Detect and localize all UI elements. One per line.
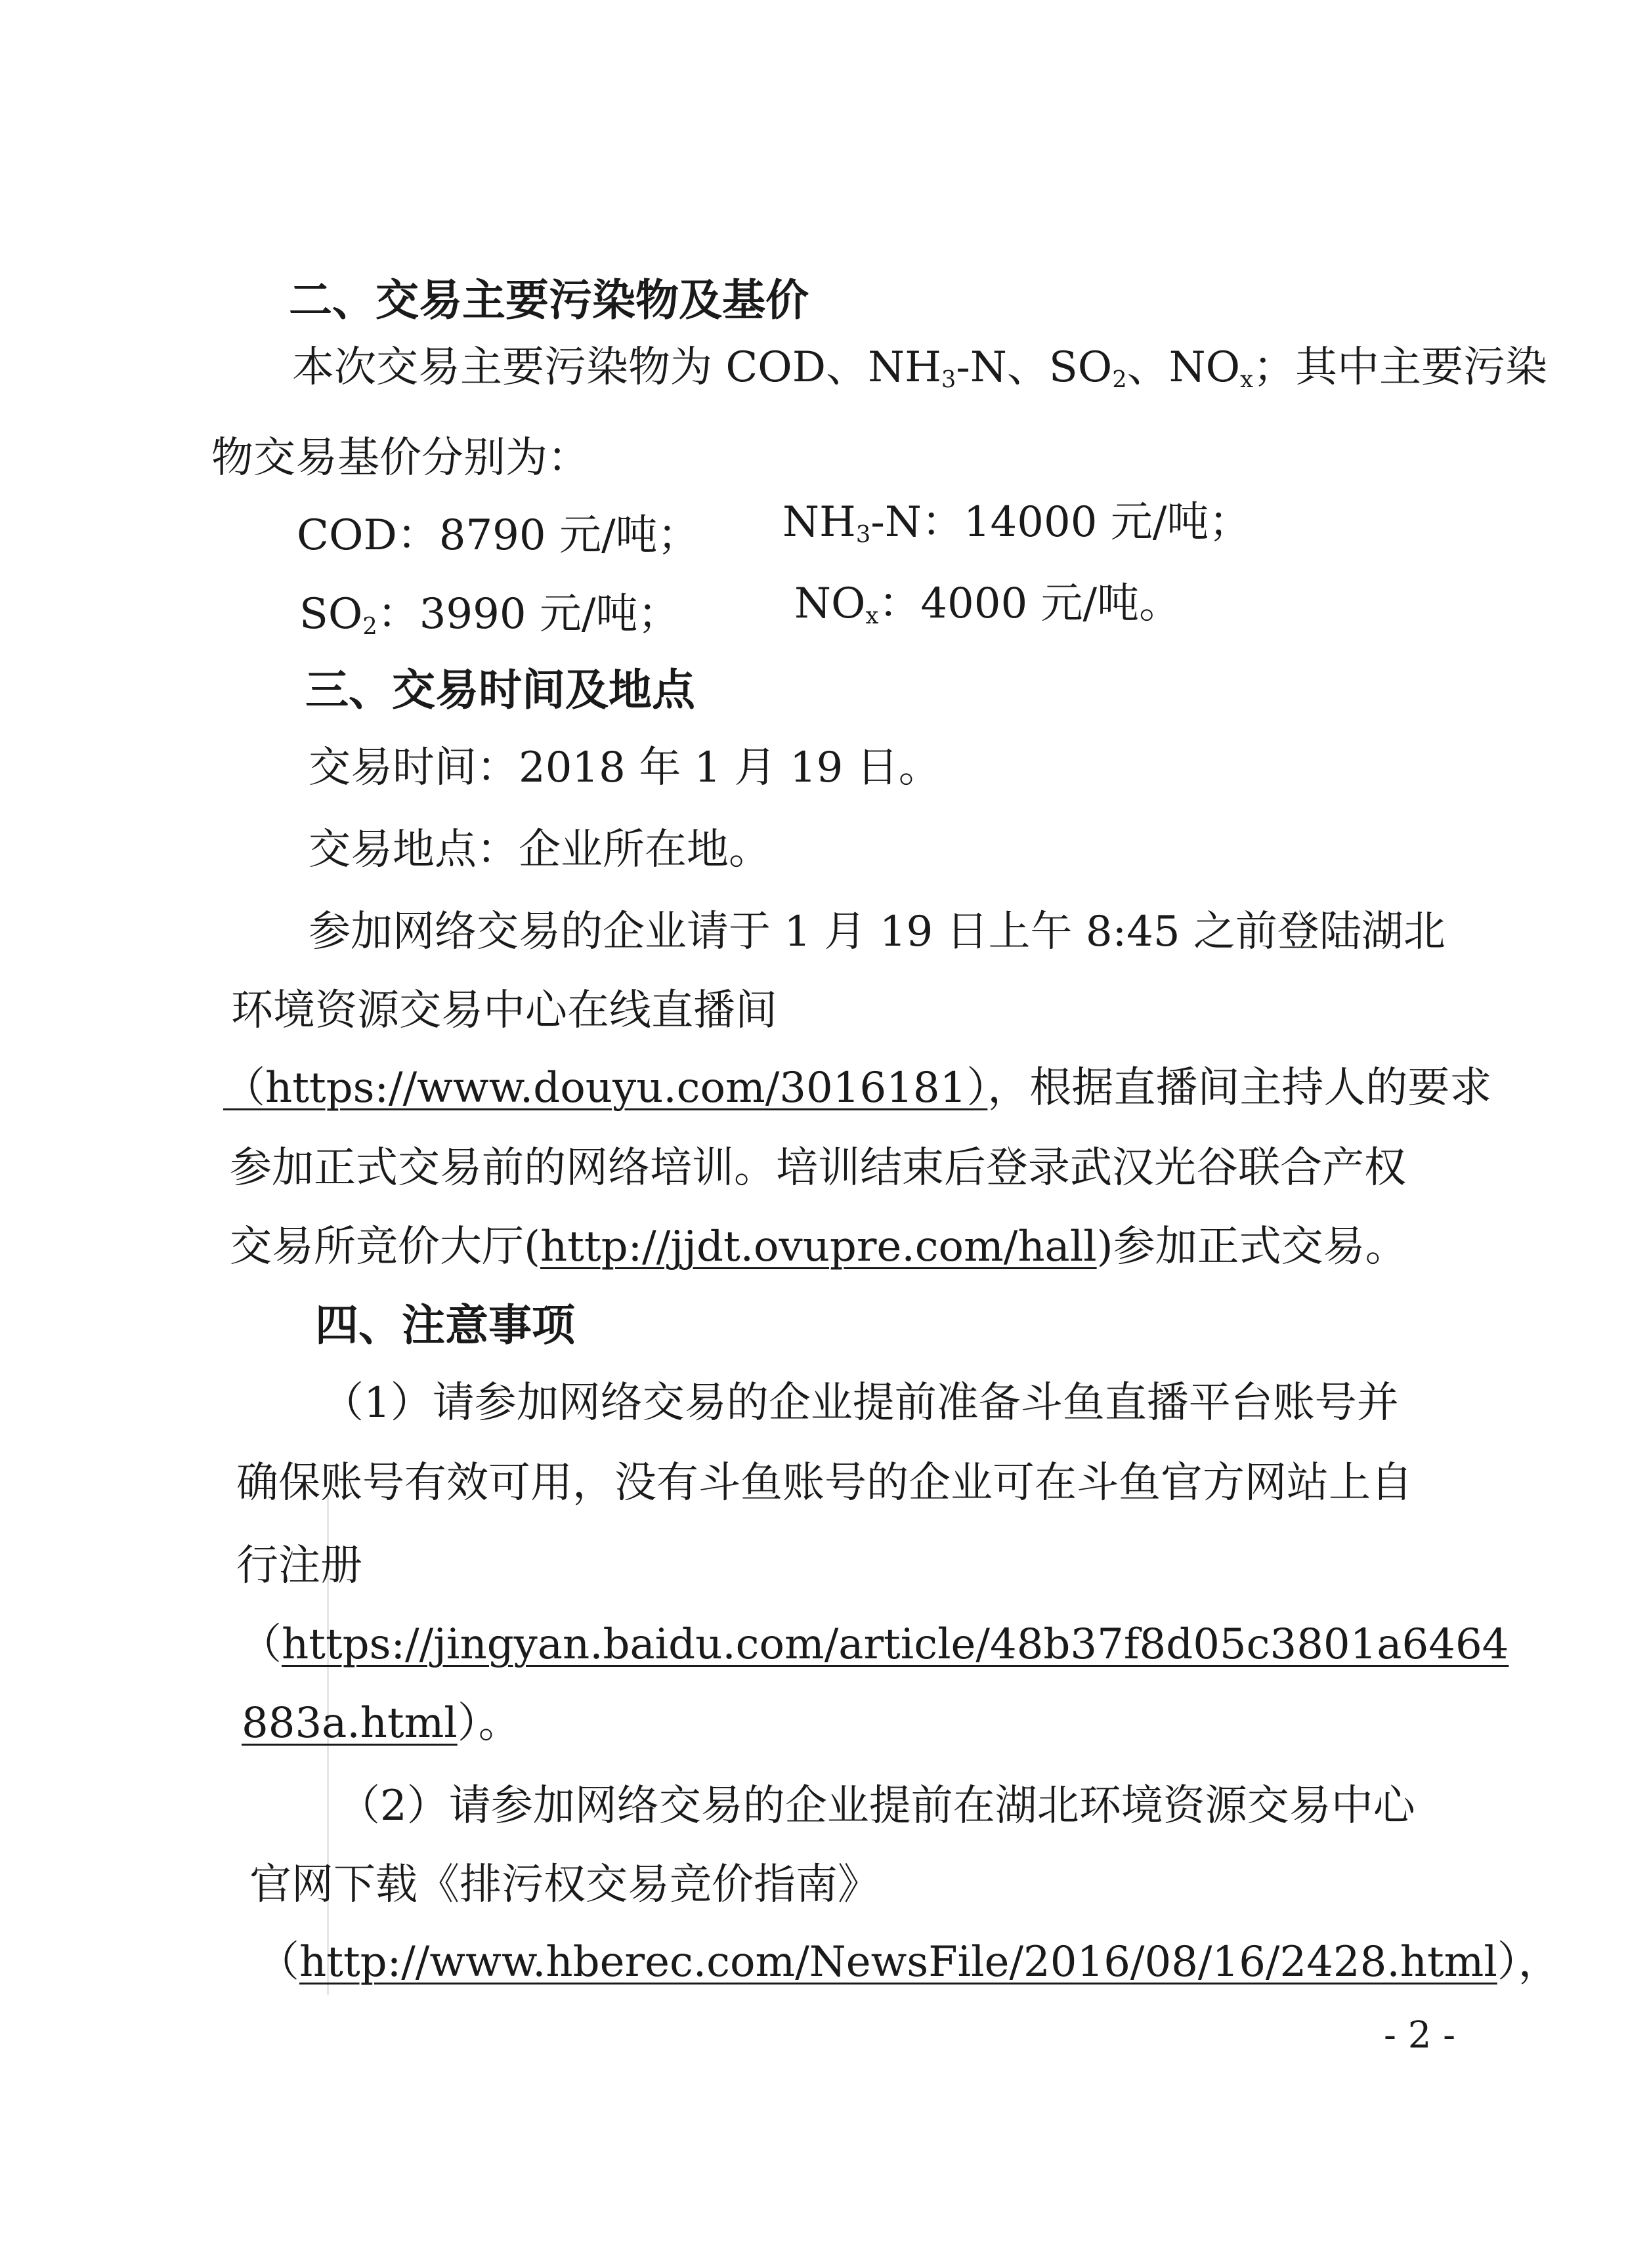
trade-time: 交易时间：2018 年 1 月 19 日。 [309,744,941,792]
price-nh3n: $NH_3-N$：14000 元/吨； [782,498,1251,548]
section3-heading: 三、交易时间及地点 [305,665,695,715]
section3-para-line5: 交易所竞价大厅(http://jjdt.ovupre.com/hall)参加正式交易。 [230,1223,1407,1271]
douyu-link[interactable]: （https://www.douyu.com/3016181） [223,1064,988,1112]
trade-place: 交易地点：企业所在地。 [309,826,771,874]
price-nox: $NO_x$：4000 元/吨。 [794,579,1182,629]
item2-line2: 官网下载《排污权交易竞价指南》 [249,1860,880,1909]
price-so2: $SO_2$：3990 元/吨； [299,590,680,640]
item1-line2: 确保账号有效可用，没有斗鱼账号的企业可在斗鱼官方网站上自 [236,1459,1413,1507]
section3-para-line2: 环境资源交易中心在线直播间 [231,986,777,1035]
item2-line1: （2）请参加网络交易的企业提前在湖北环境资源交易中心 [338,1782,1415,1830]
item1-line1: （1）请参加网络交易的企业提前准备斗鱼直播平台账号并 [322,1379,1399,1427]
section2-intro-line2: 物交易基价分别为： [211,434,589,482]
price-cod: COD：8790 元/吨； [297,511,700,560]
baidu-article-link[interactable]: https://jingyan.baidu.com/article/48b37f8d05c3801a6464 [282,1620,1509,1669]
section3-para-line3: （https://www.douyu.com/3016181），根据直播间主持人的要求 [223,1064,1492,1112]
section3-para-line4: 参加正式交易前的网络培训。培训结束后登录武汉光谷联合产权 [230,1144,1406,1192]
baidu-article-link-cont[interactable]: 883a.html [242,1699,458,1748]
page-number: - 2 - [1384,2014,1456,2057]
bidding-guide-link[interactable]: http://www.hberec.com/NewsFile/2016/08/16/2428.html [299,1938,1497,1986]
section4-heading: 四、注意事项 [315,1300,575,1351]
section3-para-line1: 参加网络交易的企业请于 1 月 19 日上午 8:45 之前登陆湖北 [309,908,1446,956]
item1-line3: 行注册 [236,1542,362,1590]
auction-hall-link[interactable]: http://jjdt.ovupre.com/hall [540,1223,1097,1271]
section2-intro-line1: 本次交易主要污染物为 COD、$NH_3-N$、$SO_2$、$NO_x$；其中主要污染 [292,343,1547,393]
item1-line5: 883a.html）。 [242,1699,521,1748]
section2-heading: 二、交易主要污染物及基价 [289,275,809,326]
item2-line3: （http://www.hberec.com/NewsFile/2016/08/16/2428.html）， [257,1938,1560,1986]
item1-line4: （https://jingyan.baidu.com/article/48b37f8d05c3801a6464 [240,1620,1509,1669]
